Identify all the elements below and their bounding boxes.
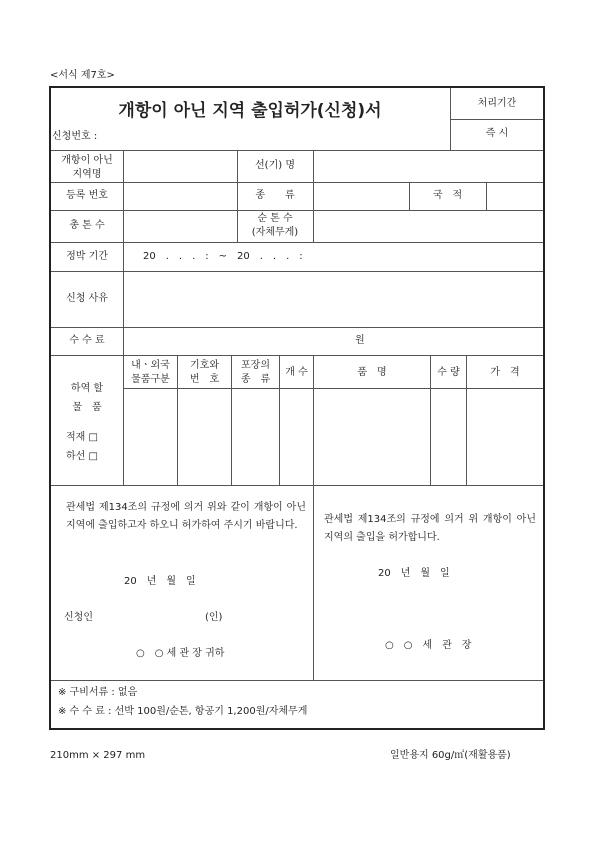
registration-number-input[interactable] [125, 184, 235, 208]
non-port-area-label: 개항이 아닌 지역명 [61, 155, 113, 180]
vessel-name-input[interactable] [315, 152, 541, 180]
processing-period-value: 즉 시 [485, 128, 509, 139]
applicant-label: 신청인 [64, 612, 93, 623]
gross-tonnage-input[interactable] [125, 212, 235, 240]
net-tonnage-input[interactable] [315, 212, 541, 240]
non-port-area-input[interactable] [125, 152, 235, 180]
mooring-period-label: 정박 기간 [66, 251, 108, 262]
note-required-documents: ※ 구비서류 : 없음 [58, 687, 138, 698]
application-number-label: 신청번호 : [52, 131, 98, 142]
column-header-goods-category: 내ㆍ외국 물품구분 [131, 360, 170, 385]
unloading-checkbox[interactable]: 하선 □ [66, 451, 98, 462]
approval-date: 20 년 월 일 [378, 568, 450, 579]
addressee: ○ ○ 세 관 장 귀하 [136, 648, 225, 659]
column-header-price: 가 격 [490, 367, 520, 378]
application-date: 20 년 월 일 [124, 576, 196, 587]
note-fee: ※ 수 수 료 : 선박 100원/순톤, 항공기 1,200원/자체무게 [58, 706, 308, 717]
fee-unit: 원 [355, 335, 365, 346]
loading-checkbox[interactable]: 적재 □ [66, 432, 98, 443]
form-number: <서식 제7호> [50, 70, 115, 81]
type-input[interactable] [315, 184, 407, 208]
approver: ○ ○ 세 관 장 [385, 640, 472, 651]
column-header-item-name: 품 명 [357, 367, 387, 378]
nationality-label: 국 적 [432, 190, 463, 201]
column-header-count: 개 수 [285, 367, 308, 378]
paper-size: 210mm × 297 mm [50, 750, 146, 761]
form-title: 개항이 아닌 지역 출입허가(신청)서 [118, 101, 382, 121]
processing-period-label: 처리기간 [477, 98, 517, 109]
registration-number-label: 등록 번호 [66, 190, 108, 201]
reason-input[interactable] [125, 273, 541, 325]
reason-label: 신청 사유 [66, 293, 108, 304]
fee-label: 수 수 료 [69, 335, 105, 346]
vessel-name-label: 선(기) 명 [255, 160, 295, 171]
paper-type: 일반용지 60g/㎡(재활용품) [390, 750, 511, 761]
type-label: 종 류 [255, 190, 295, 201]
column-header-package-type: 포장의 종 류 [240, 360, 271, 385]
approval-statement: 관세법 제134조의 규정에 의거 위 개항이 아닌 지역의 출입을 허가합니다. [324, 514, 536, 543]
column-header-quantity: 수 량 [437, 367, 460, 378]
seal-mark: (인) [205, 612, 223, 623]
cargo-label: 하역 할 물 품 [70, 383, 104, 413]
cargo-table-body[interactable] [125, 390, 541, 483]
net-tonnage-label: 순 톤 수 (자체무게) [251, 213, 299, 238]
column-header-marks-numbers: 기호와 번 호 [189, 360, 220, 385]
mooring-period-input[interactable]: 20 . . . : ~ 20 . . . : [143, 251, 303, 262]
nationality-input[interactable] [488, 184, 541, 208]
gross-tonnage-label: 총 톤 수 [69, 220, 105, 231]
application-statement: 관세법 제134조의 규정에 의거 위와 같이 개항이 아닌 지역에 출입하고자 하오니 허가하여 주시기 바랍니다. [66, 502, 306, 531]
